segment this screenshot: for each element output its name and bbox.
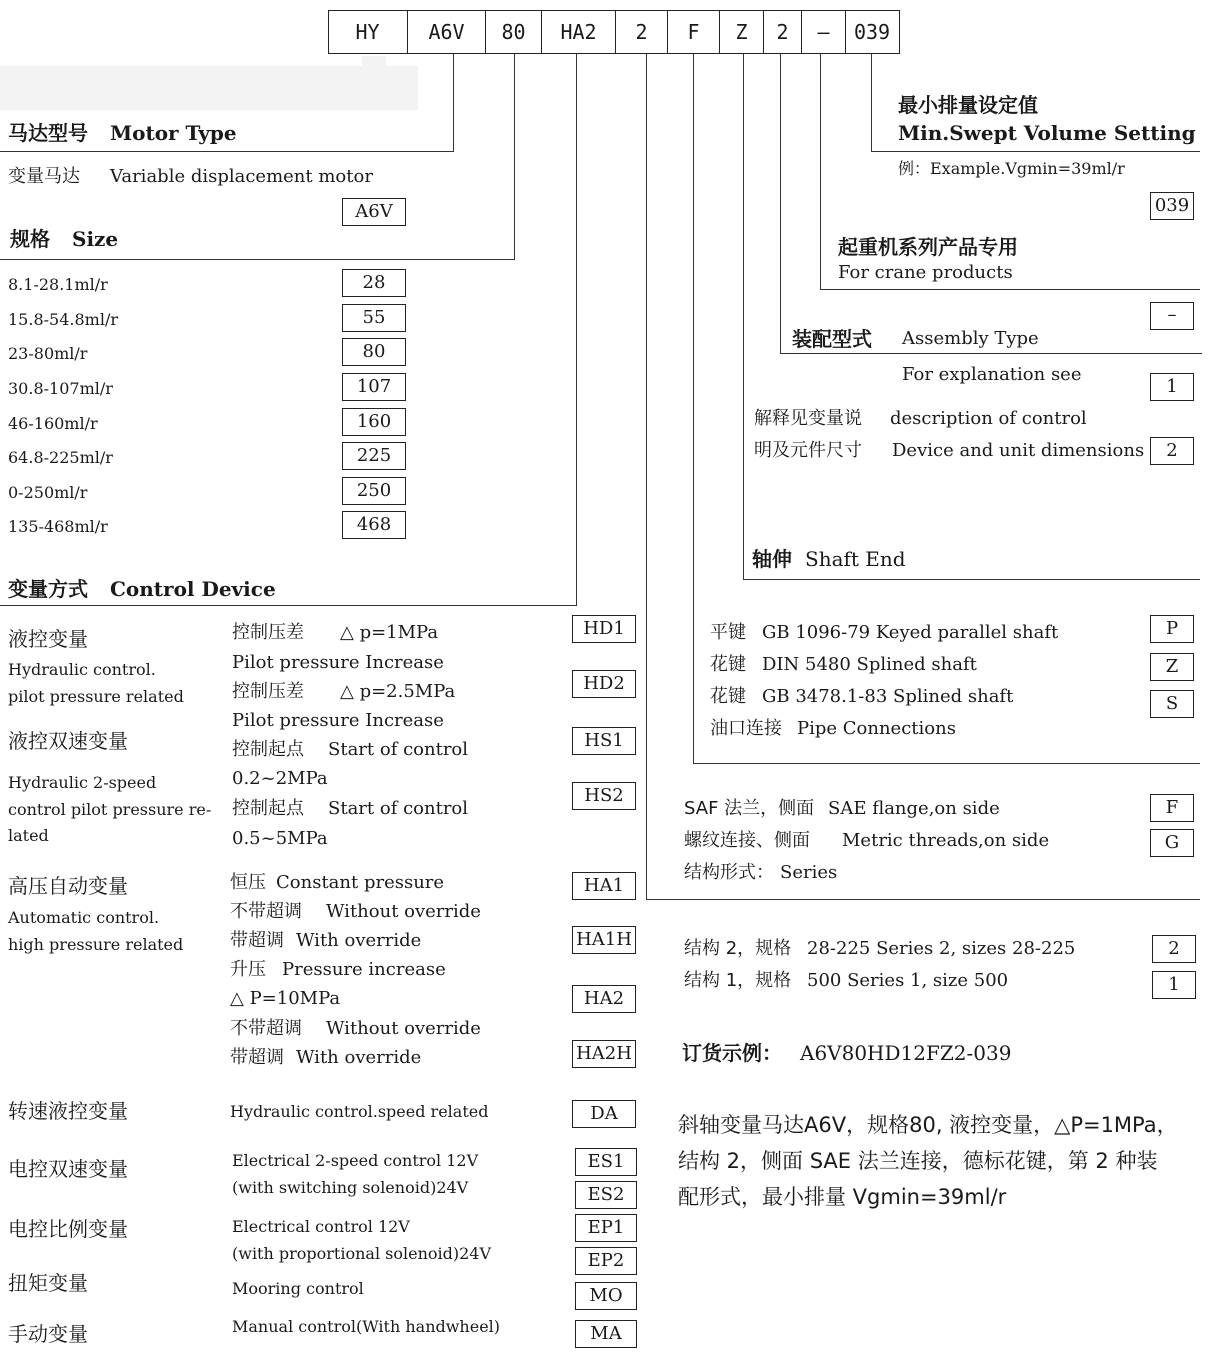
speed-cn: 转速液控变量 [8,1099,128,1123]
leader-motor-type-h [0,151,454,152]
shaft-title-en: Shaft End [805,547,906,571]
size-code-107: 107 [342,373,406,401]
auto-l2-cn: 不带超调 [230,901,302,922]
control-title-cn: 变量方式 [8,577,88,601]
background-shade [0,66,418,110]
elec2-en-2: (with switching solenoid)24V [232,1178,469,1197]
pipe-title-cn: 油口连接 [710,718,782,739]
control-code-ep2: EP2 [575,1247,637,1275]
crane-code: – [1150,302,1194,330]
min-volume-code: 039 [1150,192,1194,220]
control-code-es2: ES2 [575,1181,637,1209]
hyd-en-1: Hydraulic control. [8,660,156,679]
auto-l6-cn: 不带超调 [230,1018,302,1039]
leader-motor-type [453,54,454,152]
order-desc-line-2: 结构 2，侧面 SAE 法兰连接，德标花键，第 2 种装 [678,1149,1158,1173]
size-range-225: 64.8-225ml/r [8,448,113,467]
leader-port-h [693,763,1200,764]
torque-cn: 扭矩变量 [8,1271,88,1295]
control-code-da: DA [572,1100,636,1128]
leader-shaft [743,54,744,580]
shaft-code-z: Z [1150,653,1194,681]
series-title-en: Series [780,862,838,883]
control-code-ha2h: HA2H [572,1040,636,1068]
shaft-item-3-cn: 花键 [710,686,746,707]
size-title-en: Size [72,227,119,251]
control-title-en: Control Device [110,577,276,601]
size-range-28: 8.1-28.1ml/r [8,275,108,294]
min-volume-example: 例：Example.Vgmin=39ml/r [898,159,1125,178]
size-title-cn: 规格 [10,227,50,251]
elec2-en-1: Electrical 2-speed control 12V [232,1151,479,1170]
leader-min-volume-h [871,151,1200,152]
elec2-cn: 电控双速变量 [8,1157,128,1181]
motor-type-code: A6V [342,198,406,226]
speed-en: Hydraulic control.speed related [230,1102,489,1121]
code-cell-control: HA2 [542,10,616,54]
control-code-ha2: HA2 [572,985,636,1013]
hyd2-r2-cn: 控制起点 [232,798,304,819]
order-desc-line-1: 斜轴变量马达A6V，规格80, 液控变量，△P=1MPa， [678,1113,1178,1137]
assembly-code-1: 1 [1150,373,1194,401]
control-code-ma: MA [575,1320,637,1348]
size-code-225: 225 [342,442,406,470]
pipe-code-f: F [1150,794,1194,822]
size-range-55: 15.8-54.8ml/r [8,310,118,329]
control-code-hd1: HD1 [572,615,636,643]
manual-cn: 手动变量 [8,1322,88,1346]
motor-type-desc-cn: 变量马达 [8,166,80,187]
pipe-item-2-cn: 螺纹连接、侧面 [684,830,810,851]
pipe-item-2-en: Metric threads,on side [842,830,1050,851]
assembly-note-2-en: description of control [890,408,1087,429]
series-code-2: 2 [1152,935,1196,963]
auto-l3-en: With override [296,930,422,951]
motor-type-title-cn: 马达型号 [8,121,88,145]
series-item-1-en: 28-225 Series 2, sizes 28-225 [807,938,1076,959]
shaft-item-1-cn: 平键 [710,622,746,643]
auto-l1-cn: 恒压 [230,872,266,893]
series-item-2-en: 500 Series 1, size 500 [807,970,1009,991]
hyd-r2-sub: Pilot pressure Increase [232,710,444,731]
control-code-ep1: EP1 [575,1214,637,1242]
auto-l7-en: With override [296,1047,422,1068]
crane-title-en: For crane products [838,262,1013,283]
shaft-item-3-en: GB 3478.1-83 Splined shaft [762,686,1014,707]
auto-l4-en: Pressure increase [282,959,446,980]
assembly-note-1: For explanation see [902,364,1082,385]
size-range-107: 30.8-107ml/r [8,379,113,398]
control-code-hs1: HS1 [572,727,636,755]
leader-series-h [646,899,1200,900]
auto-l4-cn: 升压 [230,959,266,980]
shaft-code-s: S [1150,690,1194,718]
hyd2-en-3: lated [8,826,49,845]
code-cell-min-volume: 039 [853,20,891,44]
auto-en-2: high pressure related [8,935,184,954]
assembly-note-3-cn: 明及元件尺寸 [754,440,862,461]
size-range-160: 46-160ml/r [8,414,98,433]
control-code-ha1h: HA1H [572,926,636,954]
size-code-160: 160 [342,408,406,436]
hyd-r1-cn: 控制压差 [232,622,304,643]
leader-shaft-h [743,579,1200,580]
auto-l2-en: Without override [326,901,481,922]
order-example-code: A6V80HD12FZ2-039 [800,1041,1012,1065]
shaft-item-2-cn: 花键 [710,654,746,675]
hyd-en-2: pilot pressure related [8,687,184,706]
min-volume-title-cn: 最小排量设定值 [898,93,1038,117]
leader-port [693,54,694,764]
hyd-r2-cn: 控制压差 [232,681,304,702]
prop-en-1: Electrical control 12V [232,1217,410,1236]
leader-assembly [780,54,781,354]
auto-l6-en: Without override [326,1018,481,1039]
leader-control-h [0,605,577,606]
motor-type-desc-en: Variable displacement motor [110,166,373,187]
hyd2-en-1: Hydraulic 2-speed [8,773,157,792]
prop-en-2: (with proportional solenoid)24V [232,1244,492,1263]
code-cell-series: 2 [616,10,668,54]
hyd2-en-2: control pilot pressure re- [8,800,212,819]
hyd2-r1-en: Start of control [328,739,469,760]
hyd2-r2-sub: 0.5~5MPa [232,828,328,849]
code-cell-size: 80 [486,10,542,54]
size-range-468: 135-468ml/r [8,517,108,536]
size-code-80: 80 [342,338,406,366]
motor-type-title-en: Motor Type [110,121,237,145]
shaft-item-2-en: DIN 5480 Splined shaft [762,654,977,675]
assembly-code-2: 2 [1150,437,1194,465]
auto-l7-cn: 带超调 [230,1047,284,1068]
hyd2-r1-cn: 控制起点 [232,739,304,760]
size-code-250: 250 [342,477,406,505]
code-cell-port: F [668,10,720,54]
prop-cn: 电控比例变量 [8,1217,128,1241]
pipe-title-en: Pipe Connections [797,718,956,739]
leader-size [514,54,515,260]
hyd-r1-en: △ p=1MPa [340,622,439,643]
hyd2-r1-sub: 0.2~2MPa [232,768,328,789]
background-shade-notch [362,56,386,68]
control-code-hd2: HD2 [572,670,636,698]
size-code-55: 55 [342,304,406,332]
crane-title-cn: 起重机系列产品专用 [838,235,1018,259]
assembly-title-cn: 装配型式 [792,327,872,351]
control-code-ha1: HA1 [572,872,636,900]
pipe-code-g: G [1150,829,1194,857]
manual-en: Manual control(With handwheel) [232,1317,501,1336]
pipe-item-1-cn: SAF 法兰，侧面 [684,798,815,819]
hyd-cn: 液控变量 [8,627,88,651]
code-cell-shaft: Z [720,10,764,54]
series-item-2-cn: 结构 1，规格 [684,970,792,991]
series-item-1-cn: 结构 2，规格 [684,938,792,959]
auto-en-1: Automatic control. [8,908,160,927]
min-volume-title-en: Min.Swept Volume Setting [898,121,1196,145]
control-code-mo: MO [575,1282,637,1310]
size-range-80: 23-80ml/r [8,344,88,363]
order-desc-line-3: 配形式，最小排量 Vgmin=39ml/r [678,1185,1007,1209]
series-title-cn: 结构形式： [684,862,774,883]
hyd2-r2-en: Start of control [328,798,469,819]
hyd-r2-en: △ p=2.5MPa [340,681,456,702]
code-cell-assembly: 2 [764,10,802,54]
hyd2-cn: 液控双速变量 [8,729,128,753]
control-code-es1: ES1 [575,1148,637,1176]
pipe-item-1-en: SAE flange,on side [828,798,1000,819]
code-cell-motor-type: A6V [408,10,486,54]
auto-l1-en: Constant pressure [276,872,445,893]
code-cell-series-prefix: HY [328,10,408,54]
shaft-code-p: P [1150,615,1194,643]
auto-cn: 高压自动变量 [8,874,128,898]
leader-crane [820,54,821,290]
code-cell-crane: – [802,10,846,54]
shaft-title-cn: 轴伸 [752,547,792,571]
size-range-250: 0-250ml/r [8,483,88,502]
leader-size-h [0,259,515,260]
leader-assembly-h [780,353,1202,354]
auto-l3-cn: 带超调 [230,930,284,951]
assembly-note-3-en: Device and unit dimensions [892,440,1145,461]
control-code-hs2: HS2 [572,782,636,810]
leader-crane-h [820,289,1200,290]
shaft-item-1-en: GB 1096-79 Keyed parallel shaft [762,622,1059,643]
order-example-label: 订货示例： [682,1041,782,1065]
assembly-title-en: Assembly Type [902,328,1039,349]
leader-min-volume [871,54,872,152]
hyd-r1-sub: Pilot pressure Increase [232,652,444,673]
size-code-28: 28 [342,269,406,297]
leader-control [576,54,577,606]
assembly-note-2-cn: 解释见变量说 [754,408,862,429]
size-code-468: 468 [342,511,406,539]
series-code-1: 1 [1152,971,1196,999]
auto-l5: △ P=10MPa [230,988,341,1009]
torque-en: Mooring control [232,1279,364,1298]
leader-series [646,54,647,900]
